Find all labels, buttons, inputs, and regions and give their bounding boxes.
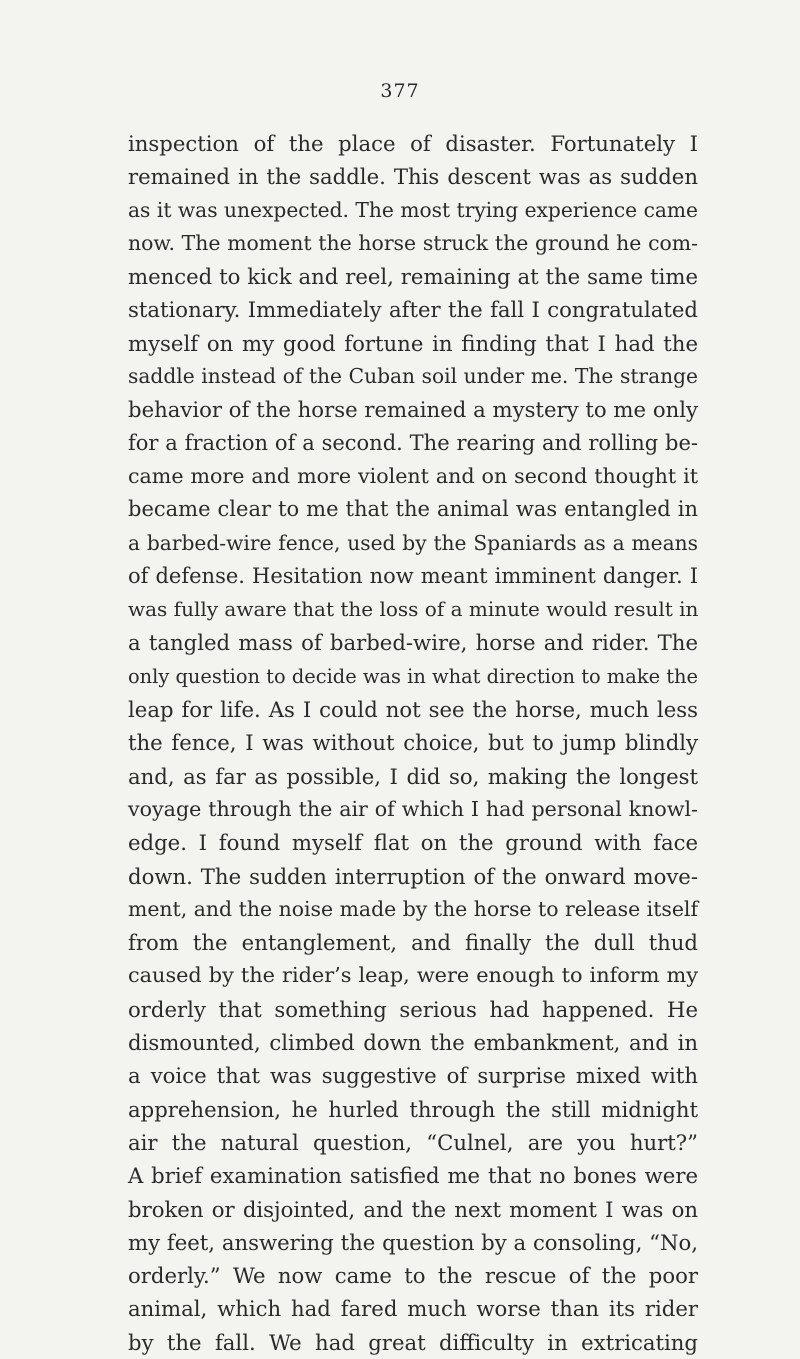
text-line: leap for life. As I could not see the horse, much less [128,697,698,723]
text-line: orderly.” We now came to the rescue of the poor [128,1263,698,1289]
text-line: for a fraction of a second. The rearing and rolling be- [128,430,698,455]
text-line: menced to kick and reel, remaining at the same time [128,264,698,290]
text-line: the fence, I was without choice, but to jump blindly [128,730,698,756]
text-line: voyage through the air of which I had personal knowl- [128,796,698,821]
text-line: by the fall. We had great difficulty in extricating [128,1329,698,1355]
text-line: A brief examination satisfied me that no bones were [128,1163,698,1189]
text-line: edge. I found myself flat on the ground with face [128,830,698,856]
text-line: my feet, answering the question by a consoling, “No, [128,1229,698,1255]
text-line: apprehension, he hurled through the still midnight [128,1096,698,1122]
text-line: air the natural question, “Culnel, are you hurt?” [128,1129,698,1155]
text-line: broken or disjointed, and the next moment I was on [128,1196,698,1222]
text-line: behavior of the horse remained a mystery to me only [128,397,698,423]
text-line: inspection of the place of disaster. Fortunately I [128,131,698,156]
body-text [128,127,698,1359]
text-line: a tangled mass of barbed-wire, horse and rider. The [128,630,698,656]
text-line: of defense. Hesitation now meant imminent danger. I [128,563,698,588]
text-line: caused by the rider’s leap, were enough to inform my [128,963,698,988]
text-line: remained in the saddle. This descent was as sudden [128,164,698,190]
text-line: from the entanglement, and finally the dull thud [128,930,698,956]
text-line: and, as far as possible, I did so, making the longest [128,763,698,789]
text-line: orderly that something serious had happened. He [128,996,698,1022]
text-line: ment, and the noise made by the horse to release itself [128,896,698,921]
text-line: a voice that was suggestive of surprise mixed with [128,1063,698,1089]
page-number: 377 [380,80,420,102]
text-line: only question to decide was in what direction to make the [128,664,698,688]
text-line: as it was unexpected. The most trying experience came [128,197,698,222]
text-line: dismounted, climbed down the embankment, and in [128,1030,698,1056]
text-line: came more and more violent and on second thought it [128,463,698,488]
text-line: was fully aware that the loss of a minute would result in [128,597,699,622]
text-line: a barbed-wire fence, used by the Spaniards as a means [128,530,698,555]
text-line: myself on my good fortune in finding that I had the [128,330,698,356]
text-line: became clear to me that the animal was entangled in [128,497,698,522]
text-line: now. The moment the horse struck the ground he com- [128,230,698,255]
text-line: saddle instead of the Cuban soil under me. The strange [128,364,698,389]
text-line: down. The sudden interruption of the onward move- [128,863,698,889]
text-line: animal, which had fared much worse than its rider [128,1296,698,1322]
text-line: stationary. Immediately after the fall I congratulated [128,297,698,323]
